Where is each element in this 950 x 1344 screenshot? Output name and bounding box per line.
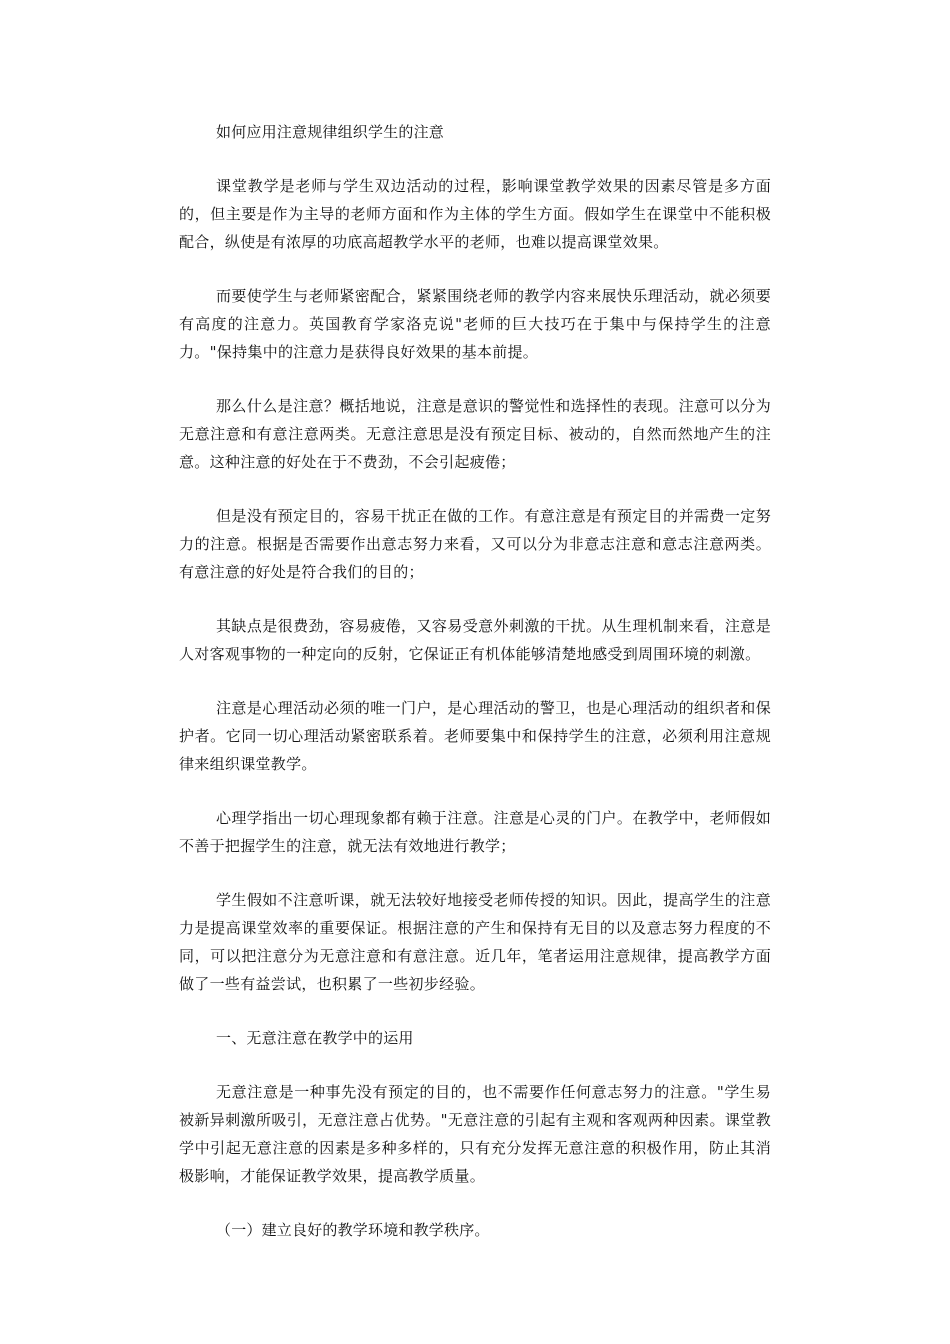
- section-paragraph: 无意注意是一种事先没有预定的目的，也不需要作任何意志努力的注意。"学生易被新异刺激所吸引，无意注意占优势。"无意注意的引起有主观和客观两种因素。课堂教学中引起无意注意的因素是多种多样的，只有充分发挥无意注意的积极作用，防止其消极影响，才能保证教学效果，提高教学质量。: [179, 1083, 771, 1185]
- document-title: 如何应用注意规律组织学生的注意: [216, 123, 445, 141]
- paragraph-5: 其缺点是很费劲，容易疲倦，又容易受意外刺激的干扰。从生理机制来看，注意是人对客观事物的一种定向的反射，它保证正有机体能够清楚地感受到周围环境的刺激。: [179, 617, 771, 663]
- section-heading: 一、无意注意在教学中的运用: [216, 1029, 414, 1047]
- subsection-heading: （一）建立良好的教学环境和教学秩序。: [216, 1221, 490, 1239]
- paragraph-8: 学生假如不注意听课，就无法较好地接受老师传授的知识。因此，提高学生的注意力是提高课堂效率的重要保证。根据注意的产生和保持有无目的以及意志努力程度的不同，可以把注意分为无意注意和有意注意。近几年，笔者运用注意规律，提高教学方面做了一些有益尝试，也积累了一些初步经验。: [179, 891, 771, 993]
- document-page: [179, 118, 771, 1244]
- paragraph-3: 那么什么是注意？概括地说，注意是意识的警觉性和选择性的表现。注意可以分为无意注意和有意注意两类。无意注意思是没有预定目标、被动的，自然而然地产生的注意。这种注意的好处在于不费劲，不会引起疲倦；: [179, 397, 771, 471]
- paragraph-4: 但是没有预定目的，容易干扰正在做的工作。有意注意是有预定目的并需费一定努力的注意。根据是否需要作出意志努力来看，又可以分为非意志注意和意志注意两类。有意注意的好处是符合我们的目的；: [179, 507, 771, 581]
- paragraph-6: 注意是心理活动必须的唯一门户，是心理活动的警卫，也是心理活动的组织者和保护者。它同一切心理活动紧密联系着。老师要集中和保持学生的注意，必须利用注意规律来组织课堂教学。: [179, 699, 771, 773]
- paragraph-7: 心理学指出一切心理现象都有赖于注意。注意是心灵的门户。在教学中，老师假如不善于把握学生的注意，就无法有效地进行教学；: [179, 809, 771, 855]
- paragraph-2: 而要使学生与老师紧密配合，紧紧围绕老师的教学内容来展快乐理活动，就必须要有高度的注意力。英国教育学家洛克说"老师的巨大技巧在于集中与保持学生的注意力。"保持集中的注意力是获得良好效果的基本前提。: [179, 287, 771, 361]
- paragraph-1: 课堂教学是老师与学生双边活动的过程，影响课堂教学效果的因素尽管是多方面的，但主要是作为主导的老师方面和作为主体的学生方面。假如学生在课堂中不能积极配合，纵使是有浓厚的功底高超教学水平的老师，也难以提高课堂效果。: [179, 177, 771, 251]
